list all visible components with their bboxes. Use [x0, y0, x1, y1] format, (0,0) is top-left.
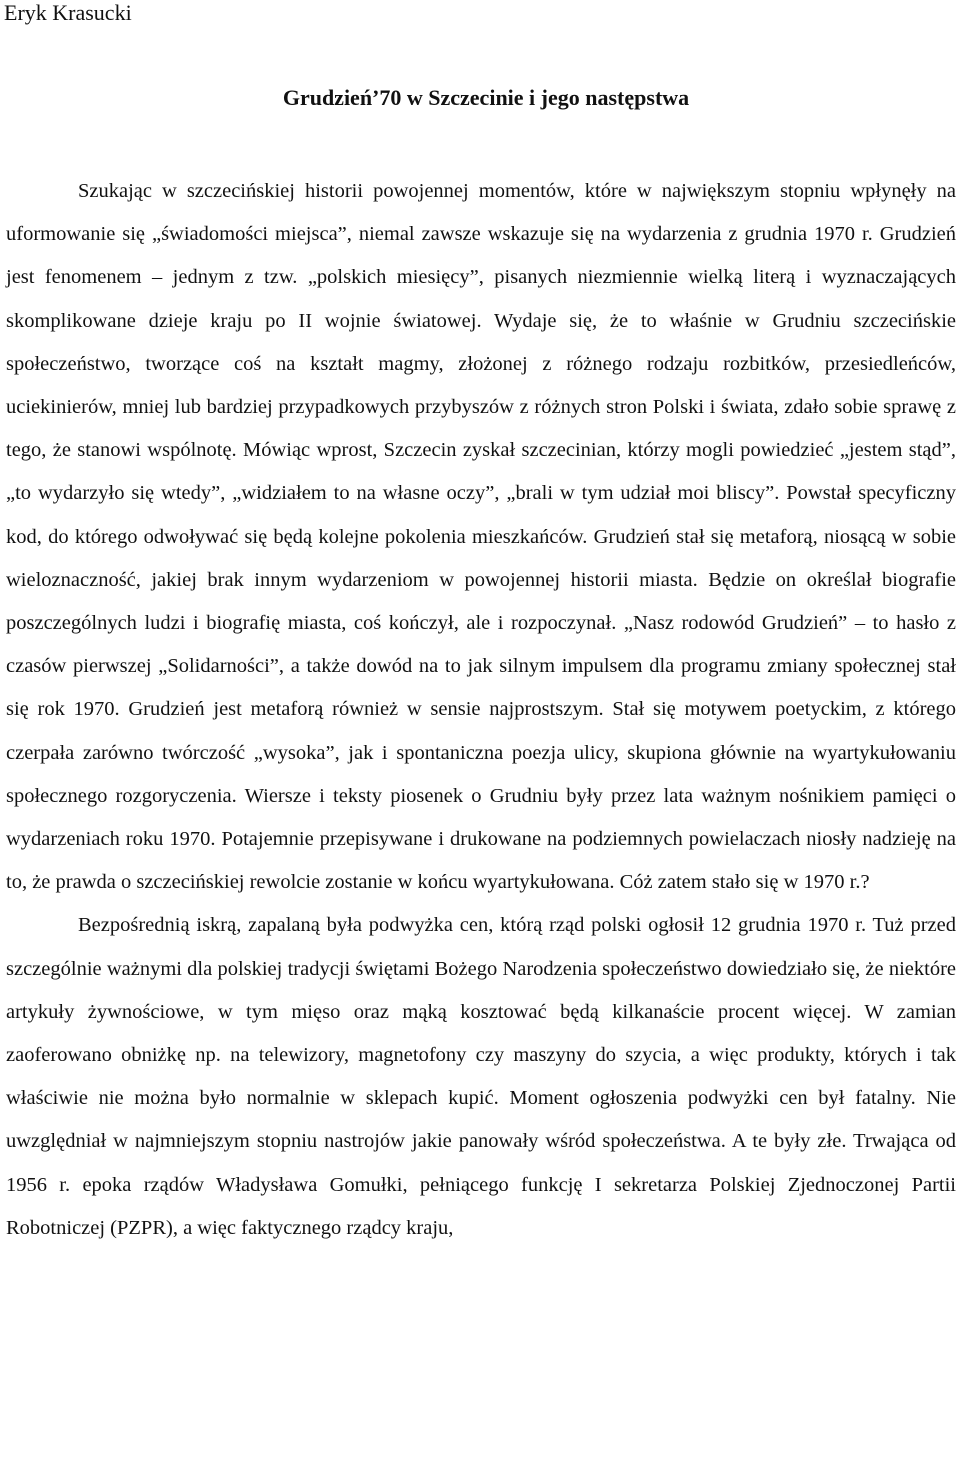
author-name: Eryk Krasucki — [4, 0, 132, 25]
paragraph: Bezpośrednią iskrą, zapalaną była podwyżka cen, którą rząd polski ogłosił 12 grudnia 1970 r. Tuż przed szczególnie ważnymi dla polskiej tradycji świętami Bożego Narodzenia społeczeństwo dowiedziało się, że niektóre artykuły żywnościowe, w tym mięso oraz mąką kosztować będą kilkanaście procent więcej. W zamian zaoferowano obniżkę np. na telewizory, magnetofony czy maszyny do szycia, a więc produkty, których i tak właściwie nie można było normalnie w sklepach kupić. Moment ogłoszenia podwyżki cen był fatalny. Nie uwzględniał w najmniejszym stopniu nastrojów jakie panowały wśród społeczeństwa. A te były złe. Trwająca od 1956 r. epoka rządów Władysława Gomułki, pełniącego funkcję I sekretarza Polskiej Zjednoczonej Partii Robotniczej (PZPR), a więc faktycznego rządcy kraju, — [6, 914, 956, 1239]
paragraph: Szukając w szczecińskiej historii powojennej momentów, które w największym stopniu wpłynęły na uformowanie się „świadomości miejsca”, niemal zawsze wskazuje się na wydarzenia z grudnia 1970 r. Grudzień jest fenomenem – jednym z tzw. „polskich miesięcy”, pisanych niezmiennie wielką literą i wyznaczających skomplikowane dzieje kraju po II wojnie światowej. Wydaje się, że to właśnie w Grudniu szczecińskie społeczeństwo, tworzące coś na kształt magmy, złożonej z różnego rodzaju rozbitków, przesiedleńców, uciekinierów, mniej lub bardziej przypadkowych przybyszów z różnych stron Polski i świata, zdało sobie sprawę z tego, że stanowi wspólnotę. Mówiąc wprost, Szczecin zyskał szczecinian, którzy mogli powiedzieć „jestem stąd”, „to wydarzyło się wtedy”, „widziałem to na własne oczy”, „brali w tym udział moi bliscy”. Powstał specyficzny kod, do którego odwoływać się będą kolejne pokolenia mieszkańców. Grudzień stał się metaforą, niosącą w sobie wieloznaczność, jakiej brak innym wydarzeniom w powojennej historii miasta. Będzie on określał biografie poszczególnych ludzi i biografię miasta, coś kończył, ale i rozpoczynał. „Nasz rodowód Grudzień” – to hasło z czasów pierwszej „Solidarności”, a także dowód na to jak silnym impulsem dla programu zmiany społecznej stał się rok 1970. Grudzień jest metaforą również w sensie najprostszym. Stał się motywem poetyckim, z którego czerpała zarówno twórczość „wysoka”, jak i spontaniczna poezja ulicy, skupiona głównie na wyartykułowaniu społecznego rozgoryczenia. Wiersze i teksty piosenek o Grudniu były przez lata ważnym nośnikiem pamięci o wydarzeniach roku 1970. Potajemnie przepisywane i drukowane na podziemnych powielaczach niosły nadzieję na to, że prawda o szczecińskiej rewolcie zostanie w końcu wyartykułowana. Cóż zatem stało się w 1970 r.? — [6, 180, 956, 894]
document-body — [6, 170, 956, 1250]
document-title: Grudzień’70 w Szczecinie i jego następstwa — [282, 85, 690, 110]
